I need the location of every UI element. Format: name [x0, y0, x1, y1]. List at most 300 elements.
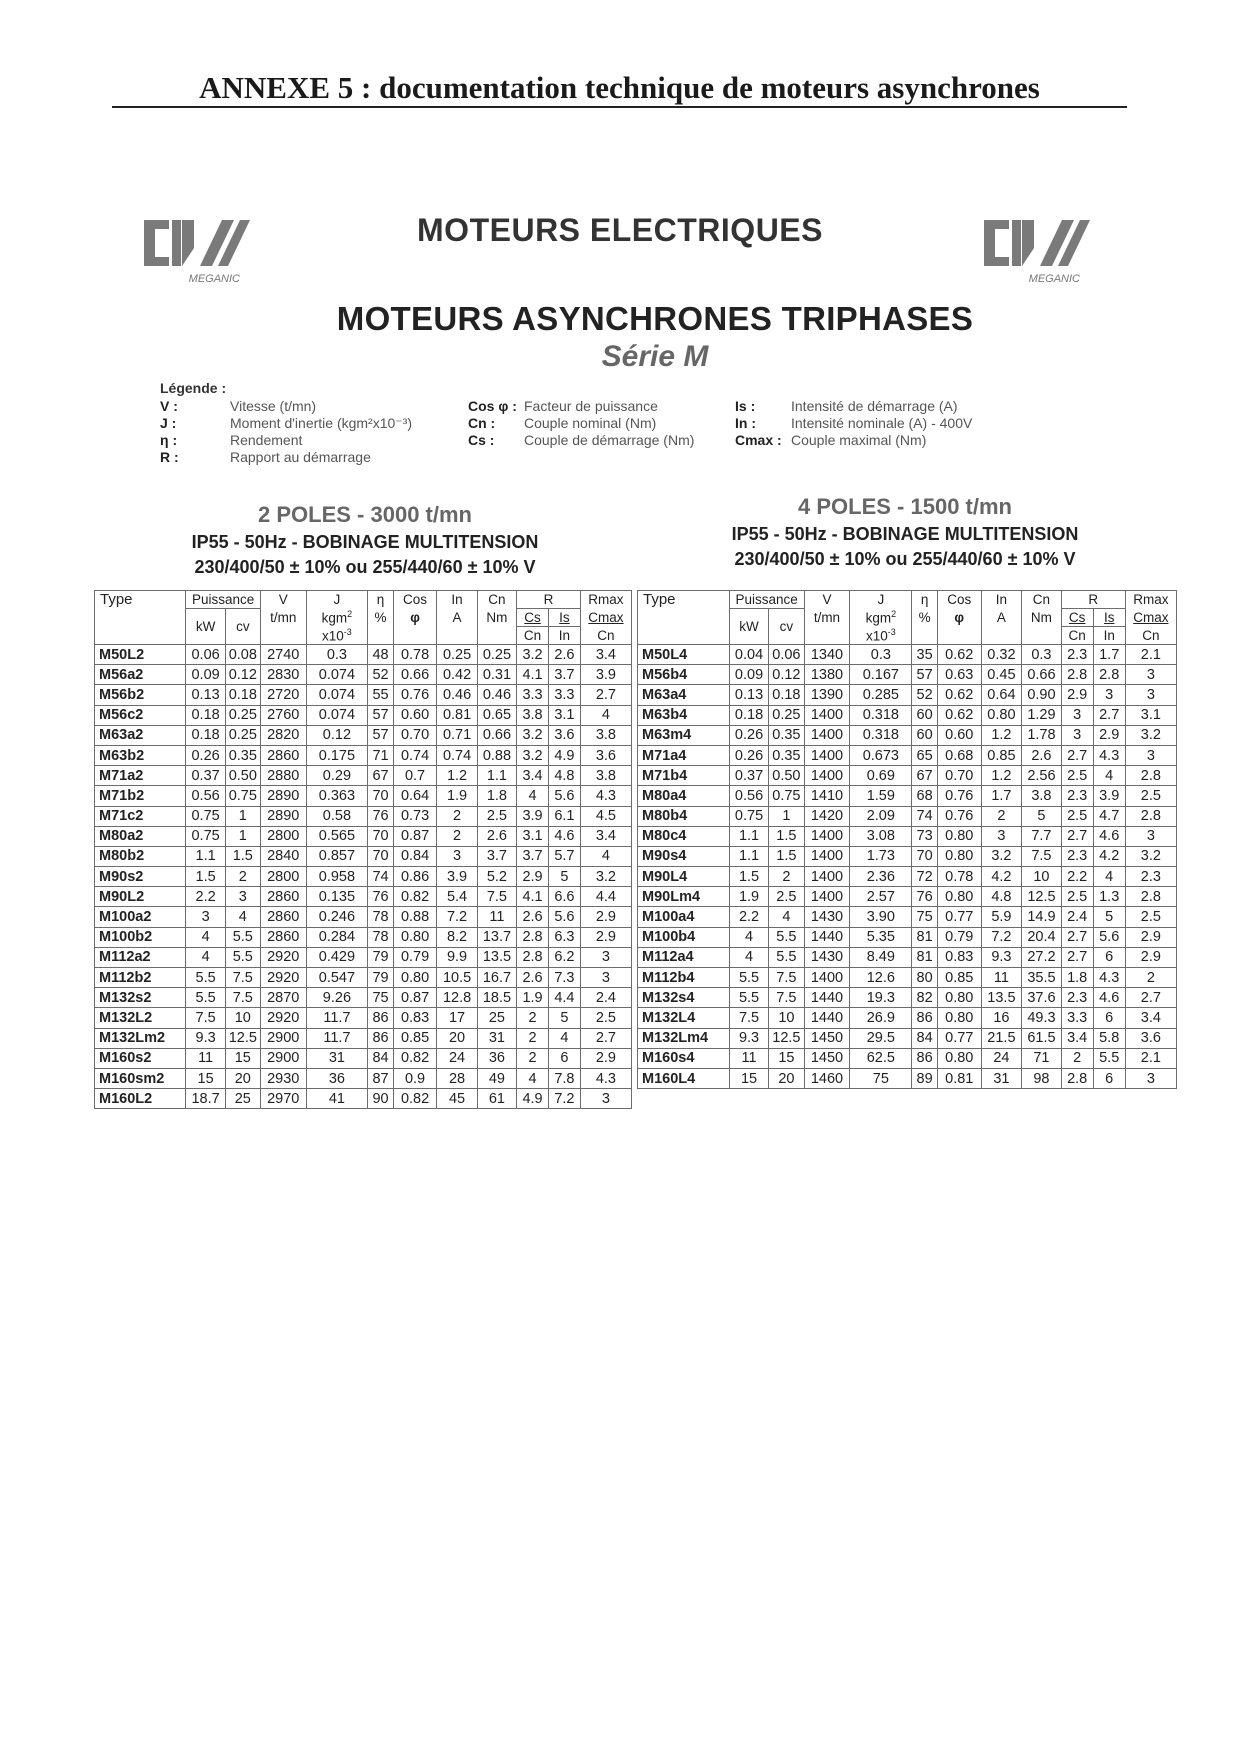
header-j-unit — [306, 609, 368, 627]
cell: 35 — [912, 645, 938, 665]
cell: 5 — [548, 867, 580, 887]
cell: 0.75 — [729, 806, 768, 826]
cell: 9.3 — [186, 1028, 225, 1048]
cell: 5.5 — [729, 988, 768, 1008]
cell: 2.6 — [548, 645, 580, 665]
cell: 0.673 — [850, 745, 912, 765]
cell: 2720 — [260, 685, 306, 705]
table-row — [95, 705, 632, 725]
cell: 0.284 — [306, 927, 368, 947]
header-j: J — [850, 591, 912, 609]
cell: 1400 — [804, 846, 850, 866]
cell: 0.66 — [477, 725, 516, 745]
cell: 2 — [517, 1008, 549, 1028]
cell: 2.7 — [1061, 826, 1093, 846]
motor-type: M160s4 — [638, 1048, 730, 1068]
cell: 1430 — [804, 947, 850, 967]
header-kw: kW — [729, 609, 768, 645]
motor-type: M112a4 — [638, 947, 730, 967]
cell: 2.7 — [1061, 745, 1093, 765]
legend-item — [468, 398, 658, 414]
header-is: Is — [548, 609, 580, 627]
cell: 6 — [1093, 1068, 1125, 1088]
cell: 1.1 — [729, 846, 768, 866]
motor-type: M56b4 — [638, 665, 730, 685]
cell: 36 — [306, 1068, 368, 1088]
cell: 5.5 — [1093, 1048, 1125, 1068]
cell: 1400 — [804, 867, 850, 887]
motor-type: M71b4 — [638, 766, 730, 786]
header-cv: cv — [225, 609, 260, 645]
header-j: J — [306, 591, 368, 609]
cell: 0.46 — [477, 685, 516, 705]
cell: 2970 — [260, 1089, 306, 1109]
cell: 0.32 — [981, 645, 1022, 665]
legend-title: Légende : — [160, 380, 227, 396]
cell: 0.13 — [186, 685, 225, 705]
cell: 19.3 — [850, 988, 912, 1008]
header-blank — [260, 627, 306, 645]
cell: 0.35 — [225, 745, 260, 765]
cell: 1440 — [804, 988, 850, 1008]
header-eta-unit: % — [912, 609, 938, 627]
cell: 7.5 — [225, 968, 260, 988]
table-row — [638, 685, 1177, 705]
cell: 0.06 — [186, 645, 225, 665]
cell: 2.57 — [850, 887, 912, 907]
cell: 2.09 — [850, 806, 912, 826]
cell: 7.5 — [477, 887, 516, 907]
cell: 3 — [580, 947, 631, 967]
header-rmax: Rmax — [1125, 591, 1176, 609]
cell: 3 — [580, 1089, 631, 1109]
cell: 0.285 — [850, 685, 912, 705]
cell: 0.42 — [437, 665, 477, 685]
cell: 0.12 — [225, 665, 260, 685]
table-row — [95, 786, 632, 806]
cell: 4 — [769, 907, 804, 927]
cell: 1.78 — [1022, 725, 1061, 745]
cell: 1.2 — [437, 766, 477, 786]
cell: 0.25 — [225, 705, 260, 725]
cell: 6.1 — [548, 806, 580, 826]
table-row — [95, 1048, 632, 1068]
table-row — [95, 1068, 632, 1088]
legend-value: Intensité de démarrage (A) — [791, 398, 958, 414]
cell: 6 — [1093, 1008, 1125, 1028]
header-cs: Cs — [1061, 609, 1093, 627]
cell: 1.5 — [225, 846, 260, 866]
cell: 2.4 — [580, 988, 631, 1008]
cell: 3.2 — [517, 745, 549, 765]
cell: 0.13 — [729, 685, 768, 705]
cell: 6.6 — [548, 887, 580, 907]
cell: 0.29 — [306, 766, 368, 786]
cell: 3.6 — [580, 745, 631, 765]
cell: 0.135 — [306, 887, 368, 907]
cell: 2.9 — [1125, 927, 1176, 947]
cell: 0.79 — [937, 927, 981, 947]
cell: 7.5 — [729, 1008, 768, 1028]
cell: 7.7 — [1022, 826, 1061, 846]
cell: 0.80 — [981, 705, 1022, 725]
table-row — [638, 927, 1177, 947]
cell: 16.7 — [477, 968, 516, 988]
cell: 4.7 — [1093, 806, 1125, 826]
cell: 12.6 — [850, 968, 912, 988]
cell: 20 — [769, 1068, 804, 1088]
section-line1: IP55 - 50Hz - BOBINAGE MULTITENSION — [731, 524, 1079, 544]
cell: 0.74 — [437, 745, 477, 765]
header-blank — [477, 627, 516, 645]
header-kw: kW — [186, 609, 225, 645]
cell: 1.2 — [981, 725, 1022, 745]
cell: 0.76 — [393, 685, 437, 705]
cell: 87 — [368, 1068, 394, 1088]
header-in-unit: A — [437, 609, 477, 627]
header-cos-unit: φ — [937, 609, 981, 627]
motor-type: M63a2 — [95, 725, 186, 745]
cell: 0.88 — [477, 745, 516, 765]
header-cmax: Cmax — [580, 609, 631, 627]
cell: 2.3 — [1061, 645, 1093, 665]
cell: 90 — [368, 1089, 394, 1109]
table-row — [638, 786, 1177, 806]
cell: 0.82 — [393, 1048, 437, 1068]
cell: 2 — [225, 867, 260, 887]
cell: 20 — [225, 1068, 260, 1088]
cell: 4.3 — [1093, 968, 1125, 988]
cell: 2.8 — [1061, 665, 1093, 685]
cell: 1400 — [804, 745, 850, 765]
cell: 7.5 — [225, 988, 260, 1008]
motor-type: M90s2 — [95, 867, 186, 887]
cell: 0.86 — [393, 867, 437, 887]
cell: 2930 — [260, 1068, 306, 1088]
cell: 2.5 — [1061, 806, 1093, 826]
cell: 3.2 — [1125, 846, 1176, 866]
j-unit-sup: 2 — [891, 609, 897, 620]
cell: 72 — [912, 867, 938, 887]
legend-key: Cn : — [468, 415, 496, 431]
cell: 1340 — [804, 645, 850, 665]
cell: 0.175 — [306, 745, 368, 765]
cell: 8.49 — [850, 947, 912, 967]
cell: 1.8 — [477, 786, 516, 806]
cell: 5.35 — [850, 927, 912, 947]
cell: 2.3 — [1061, 846, 1093, 866]
cell: 0.3 — [306, 645, 368, 665]
header-cn: Cn — [1022, 591, 1061, 609]
cell: 1.1 — [186, 846, 225, 866]
table-2-poles — [94, 590, 632, 1109]
cell: 3.8 — [580, 725, 631, 745]
cell: 0.08 — [225, 645, 260, 665]
cell: 7.5 — [186, 1008, 225, 1028]
motor-type: M80b4 — [638, 806, 730, 826]
section-line2: 230/400/50 ± 10% ou 255/440/60 ± 10% V — [194, 557, 536, 577]
header-v: V — [804, 591, 850, 609]
cell: 15 — [186, 1068, 225, 1088]
header-is-den: In — [548, 627, 580, 645]
cell: 81 — [912, 947, 938, 967]
cell: 3.7 — [477, 846, 516, 866]
legend-item — [735, 398, 958, 414]
cell: 2.8 — [1061, 1068, 1093, 1088]
cell: 2.5 — [477, 806, 516, 826]
cell: 2.2 — [1061, 867, 1093, 887]
cell: 76 — [912, 887, 938, 907]
cell: 1.9 — [517, 988, 549, 1008]
cell: 4 — [580, 705, 631, 725]
cell: 0.7 — [393, 766, 437, 786]
cell: 2840 — [260, 846, 306, 866]
cell: 2900 — [260, 1028, 306, 1048]
cell: 0.64 — [981, 685, 1022, 705]
header-cos: Cos — [393, 591, 437, 609]
cell: 3 — [437, 846, 477, 866]
cell: 48 — [368, 645, 394, 665]
cell: 7.3 — [548, 968, 580, 988]
cell: 4 — [1093, 766, 1125, 786]
motor-type: M112a2 — [95, 947, 186, 967]
cell: 10 — [1022, 867, 1061, 887]
cell: 0.75 — [225, 786, 260, 806]
cell: 1.5 — [769, 826, 804, 846]
legend-value: Intensité nominale (A) - 400V — [791, 415, 973, 431]
cell: 2.6 — [517, 907, 549, 927]
cell: 1400 — [804, 968, 850, 988]
cell: 2.8 — [1125, 766, 1176, 786]
cell: 2860 — [260, 887, 306, 907]
cell: 0.73 — [393, 806, 437, 826]
cell: 0.25 — [769, 705, 804, 725]
cell: 5.6 — [548, 786, 580, 806]
cell: 0.80 — [393, 927, 437, 947]
header-type: Type — [95, 591, 186, 645]
cell: 4 — [729, 927, 768, 947]
svg-text:MEGANIC: MEGANIC — [1028, 273, 1080, 285]
cell: 4.1 — [517, 665, 549, 685]
cell: 0.83 — [393, 1008, 437, 1028]
table-row — [95, 665, 632, 685]
cell: 2.5 — [1061, 766, 1093, 786]
motor-type: M50L4 — [638, 645, 730, 665]
table-row — [95, 685, 632, 705]
cell: 0.79 — [393, 947, 437, 967]
motor-type: M71a2 — [95, 766, 186, 786]
cell: 4 — [186, 927, 225, 947]
cell: 4.6 — [548, 826, 580, 846]
cell: 2.7 — [1125, 988, 1176, 1008]
cell: 3.2 — [580, 867, 631, 887]
cell: 2890 — [260, 806, 306, 826]
cell: 2880 — [260, 766, 306, 786]
cell: 2.9 — [580, 1048, 631, 1068]
cell: 2.2 — [729, 907, 768, 927]
motor-type: M56a2 — [95, 665, 186, 685]
svg-text:MEGANIC: MEGANIC — [188, 273, 240, 285]
cell: 2920 — [260, 968, 306, 988]
cell: 0.68 — [937, 745, 981, 765]
cell: 3 — [1125, 745, 1176, 765]
cell: 5 — [548, 1008, 580, 1028]
table-row — [638, 806, 1177, 826]
cell: 0.18 — [729, 705, 768, 725]
cell: 1.1 — [477, 766, 516, 786]
section-line1: IP55 - 50Hz - BOBINAGE MULTITENSION — [191, 532, 539, 552]
motor-type: M112b4 — [638, 968, 730, 988]
header-blank — [937, 627, 981, 645]
cell: 2800 — [260, 826, 306, 846]
cell: 3.4 — [580, 645, 631, 665]
motor-type: M80a4 — [638, 786, 730, 806]
cell: 86 — [912, 1048, 938, 1068]
cell: 2860 — [260, 927, 306, 947]
cell: 79 — [368, 947, 394, 967]
cell: 3 — [981, 826, 1022, 846]
header-j-unit — [850, 609, 912, 627]
cell: 76 — [368, 806, 394, 826]
header-cmax-den: Cn — [1125, 627, 1176, 645]
cell: 70 — [912, 846, 938, 866]
cell: 1420 — [804, 806, 850, 826]
cell: 80 — [912, 968, 938, 988]
cell: 27.2 — [1022, 947, 1061, 967]
cell: 0.83 — [937, 947, 981, 967]
cell: 0.80 — [937, 846, 981, 866]
cell: 4 — [517, 1068, 549, 1088]
header-blank — [437, 627, 477, 645]
cell: 4.5 — [580, 806, 631, 826]
cell: 3.3 — [517, 685, 549, 705]
table-row — [95, 645, 632, 665]
serie-label: Série M — [601, 340, 709, 373]
cell: 2.9 — [517, 867, 549, 887]
motor-type: M100a4 — [638, 907, 730, 927]
table-row — [638, 907, 1177, 927]
table-row — [95, 745, 632, 765]
cell: 13.7 — [477, 927, 516, 947]
cell: 75 — [912, 907, 938, 927]
cell: 11.7 — [306, 1028, 368, 1048]
cell: 0.09 — [729, 665, 768, 685]
cell: 4 — [729, 947, 768, 967]
legend-key: Is : — [735, 398, 756, 414]
motor-type: M132L4 — [638, 1008, 730, 1028]
cell: 86 — [368, 1028, 394, 1048]
cell: 5.9 — [981, 907, 1022, 927]
cell: 5.8 — [1093, 1028, 1125, 1048]
cell: 1.7 — [981, 786, 1022, 806]
cell: 0.318 — [850, 705, 912, 725]
cell: 2.8 — [517, 947, 549, 967]
cell: 52 — [368, 665, 394, 685]
cell: 0.74 — [393, 745, 437, 765]
cell: 2.1 — [1125, 645, 1176, 665]
cell: 2.8 — [1093, 665, 1125, 685]
cell: 0.857 — [306, 846, 368, 866]
cell: 31 — [981, 1068, 1022, 1088]
header-blank — [981, 627, 1022, 645]
j-unit2: x10 — [322, 628, 344, 644]
cell: 0.04 — [729, 645, 768, 665]
cell: 0.18 — [186, 705, 225, 725]
motor-type: M63m4 — [638, 725, 730, 745]
cell: 0.35 — [769, 725, 804, 745]
cell: 1430 — [804, 907, 850, 927]
cell: 0.66 — [393, 665, 437, 685]
cell: 75 — [368, 988, 394, 1008]
cell: 4.3 — [580, 1068, 631, 1088]
cell: 2800 — [260, 867, 306, 887]
table-row — [95, 988, 632, 1008]
cell: 7.2 — [548, 1089, 580, 1109]
header-v-unit: t/mn — [260, 609, 306, 627]
cell: 74 — [368, 867, 394, 887]
title-underline — [112, 106, 1127, 108]
cell: 0.85 — [937, 968, 981, 988]
cell: 1.59 — [850, 786, 912, 806]
cell: 3.4 — [1125, 1008, 1176, 1028]
cell: 1.2 — [981, 766, 1022, 786]
cell: 81 — [912, 927, 938, 947]
table-4-poles — [637, 590, 1177, 1089]
legend-key: J : — [160, 415, 177, 431]
legend-item — [160, 398, 316, 414]
cell: 21.5 — [981, 1028, 1022, 1048]
header-blank — [1022, 627, 1061, 645]
cell: 2.7 — [580, 685, 631, 705]
table-row — [638, 1048, 1177, 1068]
cell: 5.5 — [186, 968, 225, 988]
cell: 3.90 — [850, 907, 912, 927]
cell: 5.5 — [729, 968, 768, 988]
cell: 78 — [368, 927, 394, 947]
motor-type: M132s2 — [95, 988, 186, 1008]
motor-type: M63b4 — [638, 705, 730, 725]
cell: 89 — [912, 1068, 938, 1088]
cell: 3 — [1125, 1068, 1176, 1088]
cell: 4.3 — [580, 786, 631, 806]
cell: 26.9 — [850, 1008, 912, 1028]
cell: 4 — [186, 947, 225, 967]
cell: 1.7 — [1093, 645, 1125, 665]
legend-key: In : — [735, 415, 756, 431]
cell: 73 — [912, 826, 938, 846]
cell: 2870 — [260, 988, 306, 1008]
header-cmax-den: Cn — [580, 627, 631, 645]
legend-item — [735, 415, 972, 431]
cell: 2 — [437, 806, 477, 826]
cell: 4 — [548, 1028, 580, 1048]
cell: 0.78 — [393, 645, 437, 665]
cell: 3 — [580, 968, 631, 988]
motor-type: M90Lm4 — [638, 887, 730, 907]
cell: 49 — [477, 1068, 516, 1088]
header-cn: Cn — [477, 591, 516, 609]
cell: 5.5 — [225, 947, 260, 967]
header-blank — [368, 627, 394, 645]
cell: 4 — [225, 907, 260, 927]
cell: 0.167 — [850, 665, 912, 685]
cell: 3.2 — [517, 725, 549, 745]
section-poles: 2 POLES - 3000 t/mn — [258, 502, 472, 527]
table-row — [638, 1028, 1177, 1048]
cell: 3.6 — [548, 725, 580, 745]
header-in-unit: A — [981, 609, 1022, 627]
cell: 1390 — [804, 685, 850, 705]
